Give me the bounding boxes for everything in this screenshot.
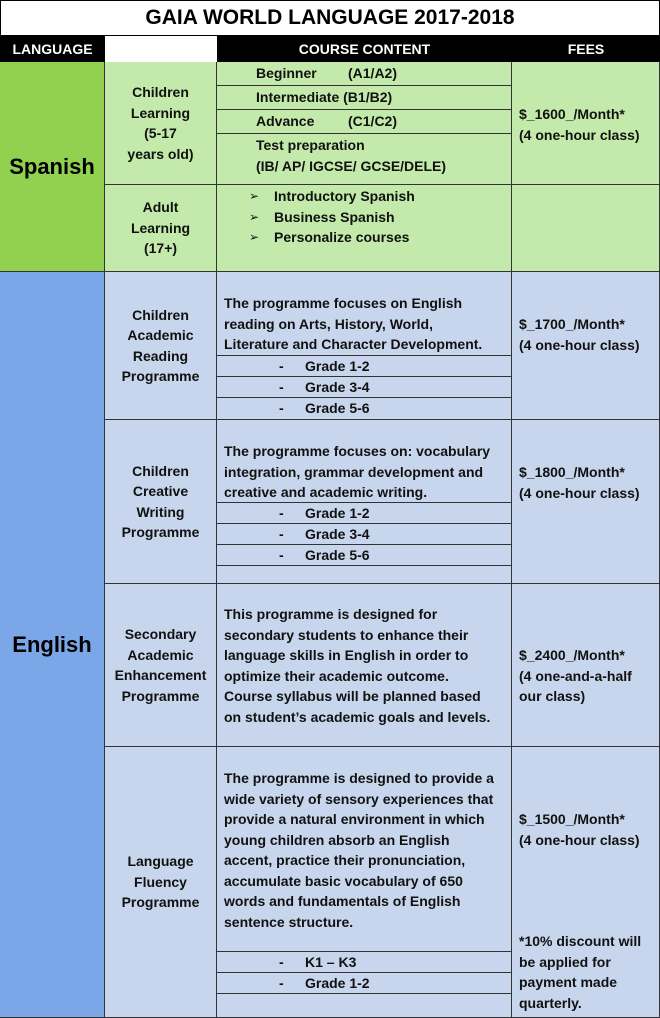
label-line: Academic — [127, 327, 194, 343]
bullet-arrow-icon: ➢ — [249, 230, 260, 244]
course-item — [217, 186, 511, 207]
label-line: Children — [132, 306, 189, 323]
desc-line: words and fundamentals of English — [224, 893, 461, 909]
desc-line: young children absorb an English — [224, 831, 450, 848]
english-writing-fee — [512, 420, 660, 584]
course-label: Business Spanish — [274, 208, 395, 225]
label-line: (17+) — [143, 240, 178, 257]
spanish-children-fee — [512, 62, 660, 185]
programme-description — [217, 747, 511, 952]
course-item — [217, 227, 511, 248]
dash: - — [279, 505, 284, 521]
desc-line: wide variety of sensory experiences that — [224, 790, 494, 807]
fee-price: $_2400_/Month* — [519, 647, 625, 663]
grade-row — [217, 356, 511, 377]
label-line: Programme — [121, 368, 200, 384]
dash: - — [279, 954, 284, 970]
language-english — [0, 272, 105, 1018]
level-row — [217, 62, 511, 86]
dash: - — [279, 400, 284, 416]
spanish-adult-fee — [512, 185, 660, 272]
grade-label: Grade 1-2 — [305, 505, 370, 521]
english-writing-label — [105, 420, 217, 584]
header-course-content: COURSE CONTENT — [217, 36, 512, 62]
desc-line: accumulate basic vocabulary of 650 — [224, 872, 463, 889]
grade-label: Grade 5-6 — [305, 400, 370, 416]
desc-line: The programme is designed to provide a — [224, 770, 494, 786]
dash: - — [279, 975, 284, 991]
desc-line: creative and academic writing. — [224, 484, 428, 500]
english-secondary-fee — [512, 584, 660, 747]
discount-line: quarterly. — [519, 994, 582, 1011]
english-reading-label — [105, 272, 217, 420]
label-line: Academic — [127, 646, 194, 663]
fee-note: our class) — [519, 688, 586, 704]
language-spanish — [0, 62, 105, 272]
english-reading-fee — [512, 272, 660, 420]
label-line: Programme — [121, 894, 200, 911]
level-row — [217, 110, 511, 134]
test-prep — [217, 134, 511, 176]
grade-row — [217, 377, 511, 398]
desc-line: Course syllabus will be planned based — [224, 688, 481, 704]
fee-price: $_1800_/Month* — [519, 464, 625, 480]
grade-label: Grade 3-4 — [305, 379, 370, 395]
grade-row — [217, 398, 511, 419]
english-secondary-label — [105, 584, 217, 747]
fee-note: (4 one-hour class) — [519, 126, 640, 143]
test-prep-line: Test preparation — [256, 137, 365, 153]
desc-line: provide a natural environment in which — [224, 811, 485, 827]
english-secondary-content — [217, 584, 512, 747]
grade-label: Grade 1-2 — [305, 975, 370, 991]
spanish-children-label — [105, 62, 217, 185]
bullet-arrow-icon: ➢ — [249, 189, 260, 203]
desc-line: optimize their academic outcome. — [224, 667, 449, 684]
desc-line: integration, grammar development and — [224, 463, 484, 480]
desc-line: Literature and Character Development. — [224, 336, 483, 352]
grade-row — [217, 545, 511, 566]
bullet-arrow-icon: ➢ — [249, 209, 260, 224]
label-line: Language — [127, 853, 194, 870]
spanish-children-levels — [217, 62, 512, 185]
label-line: Learning — [130, 219, 191, 236]
language-name: English — [12, 631, 92, 657]
level-code: (C1/C2) — [348, 113, 398, 129]
level-name: Advance — [256, 113, 315, 129]
header-fees: FEES — [512, 36, 660, 62]
course-label: Introductory Spanish — [274, 188, 415, 204]
label-line: Adult — [142, 199, 179, 216]
label-line: (5-17 — [144, 125, 177, 141]
dash: - — [279, 379, 284, 395]
label-line: Programme — [121, 687, 200, 704]
programme-description — [217, 420, 511, 503]
fee-price: $_1600_/Month* — [519, 106, 625, 122]
discount-line: *10% discount will — [519, 933, 642, 949]
label-line: Fluency — [134, 873, 187, 890]
grade-row — [217, 503, 511, 524]
fee-price: $_1700_/Month* — [519, 316, 625, 332]
label-line: Children — [132, 84, 189, 100]
discount-line: be applied for — [519, 953, 611, 970]
level-code: (A1/A2) — [348, 65, 398, 81]
label-line: Learning — [130, 104, 191, 121]
label-line: Programme — [121, 524, 200, 540]
english-fluency-content — [217, 747, 512, 1018]
english-writing-content — [217, 420, 512, 584]
desc-line: The programme focuses on: vocabulary — [224, 443, 491, 459]
desc-line: on student’s academic goals and levels. — [224, 708, 491, 725]
level-name: Intermediate (B1/B2) — [256, 89, 393, 105]
label-line: Enhancement — [114, 667, 207, 683]
course-item — [217, 207, 511, 228]
fee-note: (4 one-hour class) — [519, 831, 640, 848]
test-prep-line: (IB/ AP/ IGCSE/ GCSE/DELE) — [256, 157, 447, 174]
language-name: Spanish — [9, 153, 95, 179]
english-fluency-fee — [512, 747, 660, 1018]
grade-label: K1 – K3 — [305, 954, 357, 970]
desc-line: secondary students to enhance their — [224, 626, 469, 643]
label-line: Children — [132, 462, 189, 479]
fee-note: (4 one-hour class) — [519, 484, 640, 501]
discount-line: payment made — [519, 974, 618, 990]
label-line: Writing — [136, 503, 185, 520]
fee-price: $_1500_/Month* — [519, 811, 625, 827]
header-language: LANGUAGE — [0, 36, 105, 62]
label-line: Creative — [132, 483, 189, 499]
desc-line: accent, practice their pronunciation, — [224, 852, 466, 868]
course-label: Personalize courses — [274, 229, 410, 245]
dash: - — [279, 358, 284, 374]
grade-row — [217, 952, 511, 973]
grade-label: Grade 3-4 — [305, 526, 370, 542]
label-line: years old) — [127, 145, 194, 162]
desc-line: sentence structure. — [224, 913, 354, 930]
level-name: Beginner — [256, 65, 317, 81]
english-fluency-label — [105, 747, 217, 1018]
english-reading-content — [217, 272, 512, 420]
fee-note: (4 one-hour class) — [519, 336, 640, 353]
dash: - — [279, 547, 284, 563]
page-title: GAIA WORLD LANGUAGE 2017-2018 — [0, 0, 660, 36]
grade-label: Grade 5-6 — [305, 547, 370, 563]
label-line: Secondary — [124, 626, 197, 642]
desc-line: This programme is designed for — [224, 606, 438, 622]
label-line: Reading — [132, 347, 189, 364]
programme-description — [217, 272, 511, 356]
grade-row — [217, 973, 511, 994]
dash: - — [279, 526, 284, 542]
fee-note: (4 one-and-a-half — [519, 667, 632, 684]
desc-line: language skills in English in order to — [224, 647, 469, 663]
grade-row — [217, 524, 511, 545]
grade-label: Grade 1-2 — [305, 358, 370, 374]
level-row — [217, 86, 511, 110]
spanish-adult-label — [105, 185, 217, 272]
spanish-adult-courses — [217, 185, 512, 272]
desc-line: reading on Arts, History, World, — [224, 315, 433, 332]
discount-note — [519, 931, 641, 1013]
desc-line: The programme focuses on English — [224, 295, 463, 311]
